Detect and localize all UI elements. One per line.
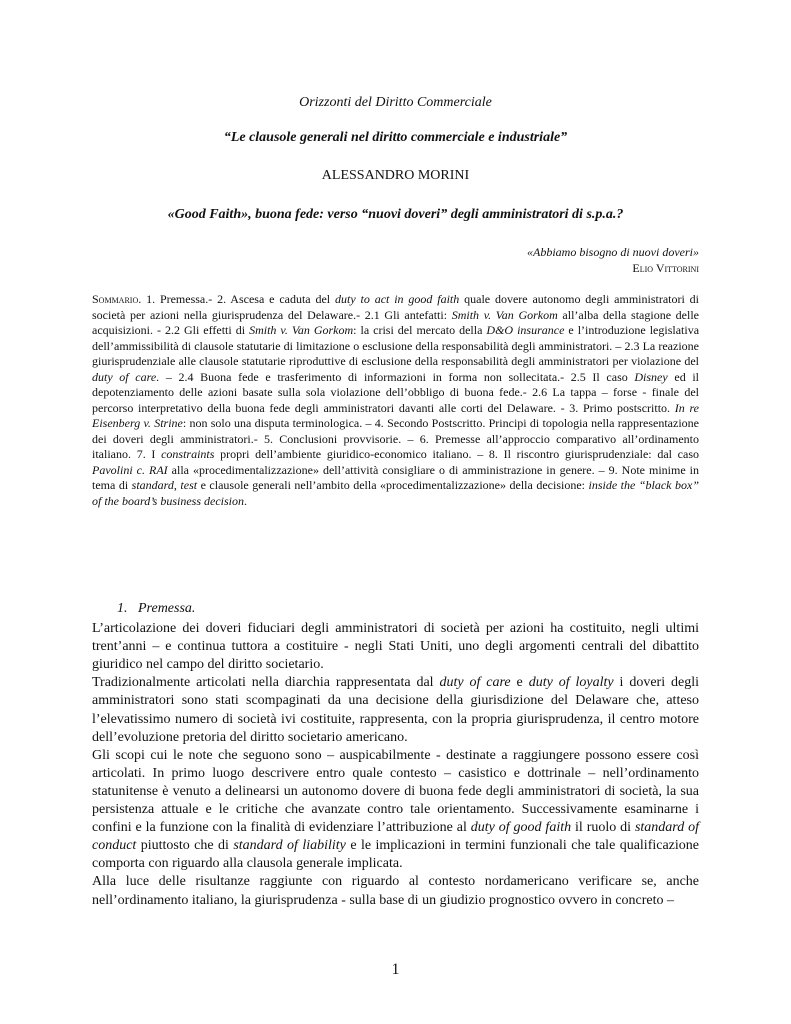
paragraph-text: i doveri degli amministratori sono stati scompaginati da una decisione della giurisdizione del Delaware che, atteso l’elevatissimo numero di società ivi costituite, rappresenta, con la propria giurisprudenza, il centro motore dell’evoluzione pretoria del diritto societario americano. (92, 675, 699, 745)
paragraph: L’articolazione dei doveri fiduciari degli amministratori di società per azioni ha costituito, negli ultimi trent’anni – e continua tuttora a costituire - negli Stati Uniti, uno degli argomenti centrali del dibattito giuridico nel campo del diritto societario. (92, 621, 699, 673)
paragraph-italic: duty of care (439, 675, 511, 691)
paragraph-text: Tradizionalmente articolati nella diarchia rappresentata dal (92, 675, 440, 691)
summary-text: quale dovere autonomo degli amministratori di società per azioni nella giurisprudenza del Delaware.- 2.1 Gli antefatti: (92, 292, 699, 322)
summary-italic: standard (131, 478, 174, 492)
summary-text: , (173, 478, 181, 492)
paragraph-text: e le implicazioni in termini funzionali che tale qualificazione comporta con riguardo alla clausola generale implicata. (92, 838, 699, 872)
summary-italic: test (180, 478, 198, 492)
section-heading (92, 600, 699, 618)
summary-italic: Smith v. Van Gorkom (451, 307, 558, 322)
summary-italic: In re Eisenberg v. Strine (92, 400, 699, 430)
summary-text: all’alba della stagione delle acquisizioni. - 2.2 Gli effetti di (92, 307, 699, 337)
summary-italic: Smith v. Van Gorkom (249, 323, 354, 337)
summary-text: e l’introduzione legislativa dell’ammissibilità di clausole statutarie di limitazione o esclusione della responsabilità degli amministratori. – 2.3 La reazione giurisprudenziale alle clausole statutarie riproduttive di esclusione della responsabilità degli amministratori per violazione del (92, 323, 700, 368)
summary-italic: duty of care (92, 369, 157, 384)
summary-italic: constraints (161, 447, 215, 461)
paragraph-italic: standard of conduct (92, 820, 699, 854)
summary-text: . 1. Premessa.- 2. Ascesa e caduta del (138, 292, 335, 306)
author-name: ALESSANDRO MORINI (321, 168, 470, 183)
body-text (92, 600, 699, 910)
summary-text: e clausole generali nell’ambito della «procedimentalizzazione» della decisione: (197, 478, 589, 492)
summary-text: alla «procedimentalizzazione» dell’attività consigliare o di amministrazione in genere. – 9. Note minime in tema di (92, 462, 700, 492)
summary-text: . – 2.4 Buona fede e trasferimento di informazioni in forma non sollecitata.- 2.5 Il caso (156, 369, 635, 384)
paragraph (92, 674, 699, 746)
summary-label: Sommario (92, 292, 139, 306)
summary-text: : la crisi del mercato della (353, 323, 487, 337)
summary (92, 292, 699, 509)
epigraph-quote: «Abbiamo bisogno di nuovi doveri» (527, 245, 699, 259)
page-number: 1 (391, 961, 400, 978)
summary-text: : non solo una disputa terminologica. – 4. Secondo Postscritto. Principi di topologia nella rappresentazione dei doveri degli amministratori.- 5. Conclusioni provvisorie. – 6. Premesse all’approccio comparativo all’ordinamento italiano. 7. I (92, 416, 699, 461)
summary-text: . (244, 493, 247, 508)
summary-italic: D&O insurance (486, 323, 565, 337)
summary-italic: Pavolini c. RAI (92, 462, 168, 477)
paragraph-italic: standard of liability (233, 838, 346, 854)
section-number: 1. (117, 601, 128, 616)
summary-text: ed il depotenziamento delle azioni basate sulla sola violazione dell’obbligo di buona fede.- 2.6 La tappa – forse - finale del percorso interpretativo della buona fede degli amministratori davanti alle corti del Delaware. - 3. Primo postscritto. (92, 369, 700, 415)
paragraph-text: Gli scopi cui le note che seguono sono – auspicabilmente - destinate a raggiungere possono essere così articolati. In primo luogo descrivere entro quale contesto – casistico e dottrinale – nell’ordinamento statunitense è venuto a delinearsi un autonomo dovere di buona fede degli amministratori di società, la sua persistenza attuale e le critiche che avanzate contro tale orientamento. Successivamente esaminarne i confini e la funzione con la finalità di evidenziare l’attribuzione al (92, 747, 699, 836)
paragraph (92, 747, 699, 874)
section-title: Premessa. (138, 601, 196, 616)
paragraph-italic: duty of loyalty (528, 675, 614, 691)
epigraph (527, 244, 699, 276)
epigraph-attribution: Elio Vittorini (632, 261, 699, 275)
paragraph-text: piuttosto che di (136, 838, 234, 854)
summary-italic: duty to act in good faith (335, 292, 460, 306)
summary-text: propri dell’ambiente giuridico-economico italiano. – 8. Il riscontro giurisprudenziale: dal caso (214, 447, 700, 461)
paragraph-text: il ruolo di (571, 820, 635, 836)
paragraph: Alla luce delle risultanze raggiunte con riguardo al contesto nordamericano verificare se, anche nell’ordinamento italiano, la giurisprudenza - sulla base di un giudizio prognostico ovvero in concreto – (92, 874, 699, 908)
paper-title: «Good Faith», buona fede: verso “nuovi doveri” degli amministratori di s.p.a.? (167, 207, 624, 222)
summary-italic: inside the “black box” of the board’s business decision (92, 478, 700, 508)
summary-italic: Disney (634, 369, 668, 384)
conference-title: “Le clausole generali nel diritto commerciale e industriale” (223, 130, 568, 145)
series-title: Orizzonti del Diritto Commerciale (299, 95, 492, 110)
paragraph-italic: duty of good faith (470, 820, 572, 836)
paragraph-text: e (510, 675, 529, 691)
